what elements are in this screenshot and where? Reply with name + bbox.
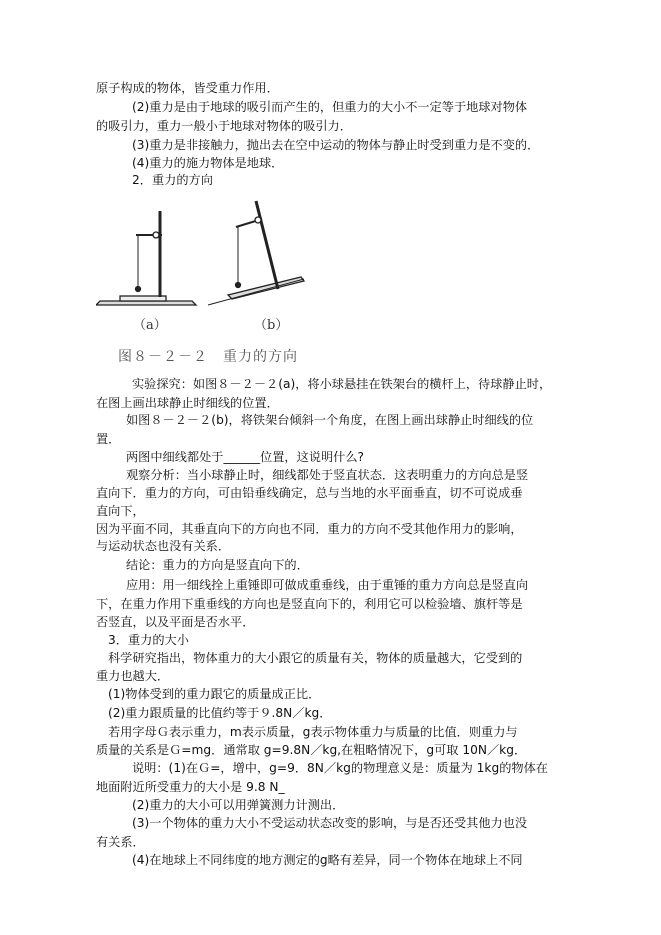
text-line: (3)一个物体的重力大小不受运动状态改变的影响，与是否还受其他力也没 <box>132 816 528 830</box>
text-line: 的吸引力，重力一般小于地球对物体的吸引力． <box>96 119 352 133</box>
text-line: (2)重力跟质量的比值约等于９.8N／kg． <box>108 706 332 720</box>
text-line: 两图中细线都处于______位置，这说明什么? <box>126 450 365 464</box>
text-line: (4)重力的施力物体是地球． <box>132 156 284 170</box>
text-line: (4)在地球上不同纬度的地方测定的g略有差异，同一个物体在地球上不同 <box>132 853 523 867</box>
text-line: 观察分析：当小球静止时，细线都处于竖直状态．这表明重力的方向总是竖 <box>126 468 529 482</box>
text-line: 科学研究指出，物体重力的大小跟它的质量有关，物体的质量越大，它受到的 <box>108 651 523 665</box>
stand-a <box>96 211 196 305</box>
text-line: (2)重力是由于地球的吸引而产生的，但重力的大小不一定等于地球对物体 <box>132 100 528 114</box>
text-line: 质量的关系是Ｇ=mg．通常取 g=9.8N／kg,在粗略情况下，g可取 10N／kg． <box>96 743 527 757</box>
text-line: 直向下．重力的方向，可由铅垂线确定，总与当地的水平面垂直，切不可说成垂 <box>96 486 523 500</box>
text-line: 重力也越大． <box>96 669 170 683</box>
text-line: 原子构成的物体，皆受重力作用． <box>96 81 279 95</box>
stand-b <box>208 201 304 305</box>
text-line: 说明：(1)在Ｇ=，增中，g=9．8N／kg的物理意义是：质量为 1kg的物体在 <box>132 761 548 775</box>
text-line: 因为平面不同，其垂直向下的方向也不同．重力的方向不受其他作用力的影响， <box>96 522 523 536</box>
clamp-b <box>255 217 261 223</box>
text-line: (2)重力的大小可以用弹簧测力计测出． <box>132 798 345 812</box>
text-line: 结论：重力的方向是竖直向下的． <box>126 558 309 572</box>
clamp-a <box>153 232 159 238</box>
ball-a <box>136 287 141 292</box>
text-line: 直向下， <box>96 504 145 518</box>
text-line: 如图８－２－２(b)，将铁架台倾斜一个角度，在图上画出球静止时细线的位 <box>126 413 534 427</box>
section-heading: 2．重力的方向 <box>132 173 213 187</box>
text-line: 地面附近所受重力的大小是 9.8 N_ <box>96 780 285 794</box>
figure-label-b: （b） <box>254 318 289 333</box>
text-line: 应用：用一细线拴上重锤即可做成重垂线，由于重锤的重力方向总是竖直向 <box>126 578 529 592</box>
text-line: 与运动状态也没有关系． <box>96 539 231 553</box>
ground-b <box>208 279 304 305</box>
text-line: 置． <box>96 432 121 446</box>
text-line: 有关系． <box>96 835 145 849</box>
text-line: (3)重力是非接触力，抛出去在空中运动的物体与静止时受到重力是不变的． <box>132 138 540 152</box>
text-line: 实验探究：如图８－２－２(a)，将小球悬挂在铁架台的横杆上，待球静止时， <box>132 377 552 391</box>
text-line: 否竖直，以及平面是否水平． <box>96 615 255 629</box>
text-line: 下，在重力作用下重垂线的方向也是竖直向下的，利用它可以检验墙、旗杆等是 <box>96 597 523 611</box>
figure-caption: 图８－２－２ 重力的方向 <box>118 349 298 365</box>
section-heading: 3．重力的大小 <box>108 633 189 647</box>
figure-label-a: （a） <box>133 318 167 333</box>
rod-b <box>256 201 278 289</box>
figure-illustration <box>96 197 306 317</box>
text-line: 若用字母Ｇ表示重力，m表示质量，g表示物体重力与质量的比值．则重力与 <box>108 725 518 739</box>
text-line: (1)物体受到的重力跟它的质量成正比． <box>108 687 321 701</box>
text-line: 在图上画出球静止时细线的位置． <box>96 396 279 410</box>
base-b <box>228 277 304 299</box>
ball-b <box>236 283 241 288</box>
